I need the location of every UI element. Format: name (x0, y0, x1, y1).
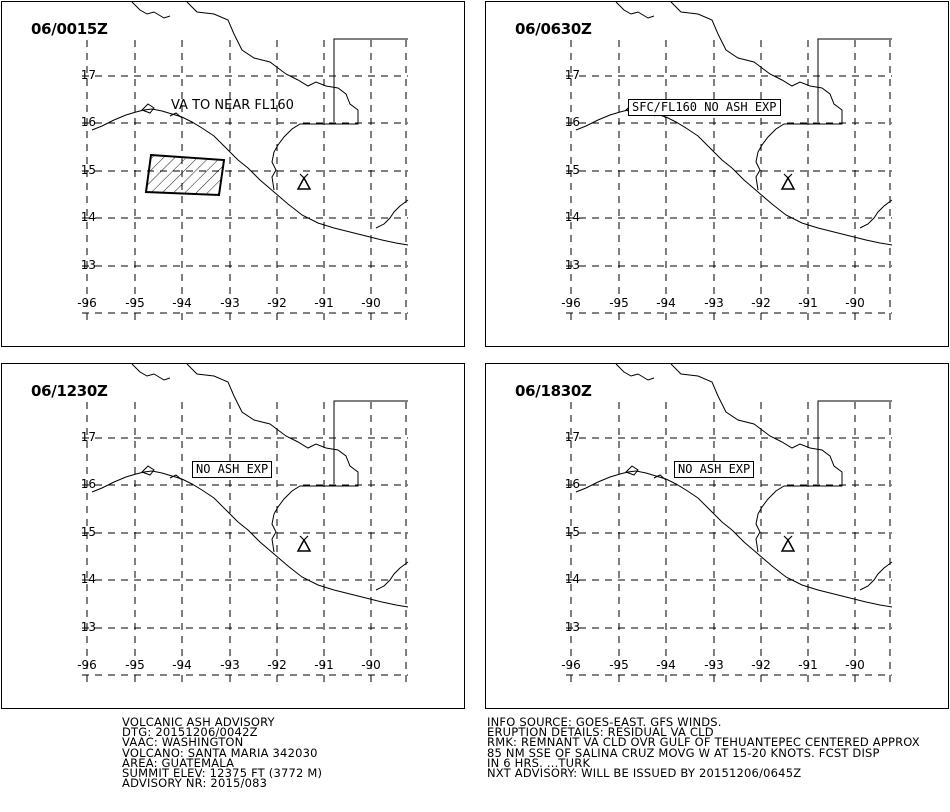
volcano-triangle (298, 540, 310, 551)
longitude-label: -90 (361, 658, 381, 672)
longitude-label: -90 (845, 296, 865, 310)
latitude-label: 16 (80, 115, 96, 129)
ash-label: VA TO NEAR FL160 (171, 98, 294, 113)
longitude-label: -95 (609, 296, 629, 310)
latitude-label: 16 (80, 477, 96, 491)
border-line (187, 364, 358, 514)
volcano-triangle-icon (782, 536, 794, 551)
volcano-triangle (782, 178, 794, 189)
volcano-triangle-icon (782, 174, 794, 189)
advisory-line: ERUPTION DETAILS: RESIDUAL VA CLD (487, 725, 714, 740)
border-line (671, 364, 842, 514)
longitude-label: -90 (845, 658, 865, 672)
longitude-label: -92 (751, 296, 771, 310)
volcano-plume (784, 174, 792, 178)
coastline (92, 471, 408, 607)
longitude-label: -93 (704, 296, 724, 310)
latitude-label: 13 (564, 620, 580, 634)
longitude-label: -92 (267, 658, 287, 672)
latitude-label: 17 (80, 430, 96, 444)
coastline (576, 471, 892, 607)
volcano-triangle (782, 540, 794, 551)
longitude-label: -95 (125, 296, 145, 310)
latitude-label: 13 (80, 620, 96, 634)
latitude-label: 16 (564, 115, 580, 129)
longitude-label: -91 (314, 296, 334, 310)
advisory-line: RMK: REMNANT VA CLD OVR GULF OF TEHUANTEPEC CENTERED APPROX (487, 735, 920, 750)
volcano-triangle-icon (298, 536, 310, 551)
ash-label: SFC/FL160 NO ASH EXP (628, 99, 781, 116)
latitude-label: 15 (80, 163, 96, 177)
advisory-line: AREA: GUATEMALA (122, 755, 235, 770)
longitude-label: -91 (798, 296, 818, 310)
map-panel-3 (1, 363, 465, 709)
latitude-label: 14 (80, 572, 96, 586)
latitude-label: 16 (564, 477, 580, 491)
border-line (616, 364, 654, 380)
border-line (860, 200, 892, 228)
longitude-label: -91 (314, 658, 334, 672)
longitude-label: -91 (798, 658, 818, 672)
coastline (576, 109, 892, 245)
panel-time: 06/1230Z (31, 382, 108, 400)
coastline (92, 109, 408, 245)
border-line (272, 152, 276, 190)
advisory-line: DTG: 20151206/0042Z (122, 725, 258, 740)
latitude-label: 15 (80, 525, 96, 539)
panel-time: 06/0630Z (515, 20, 592, 38)
border-line (376, 562, 408, 590)
volcano-plume (300, 174, 308, 178)
border-line (671, 2, 842, 152)
grid-lines (566, 40, 892, 320)
longitude-label: -94 (656, 296, 676, 310)
advisory-line: ADVISORY NR: 2015/083 (122, 776, 268, 791)
longitude-label: -93 (220, 296, 240, 310)
volcano-triangle-icon (298, 174, 310, 189)
latitude-label: 14 (80, 210, 96, 224)
border-line (132, 364, 170, 380)
border-line (272, 514, 276, 552)
latitude-label: 15 (564, 163, 580, 177)
volcano-plume (784, 536, 792, 540)
border-line (756, 152, 760, 190)
longitude-label: -93 (704, 658, 724, 672)
border-line (132, 2, 170, 18)
panel-time: 06/0015Z (31, 20, 108, 38)
advisory-line: VOLCANO: SANTA MARIA 342030 (122, 745, 318, 760)
latitude-label: 17 (564, 430, 580, 444)
advisory-line: VOLCANIC ASH ADVISORY (122, 715, 275, 729)
coast-detail (626, 466, 638, 475)
advisory-line: VAAC: WASHINGTON (122, 735, 244, 750)
grid-lines (82, 40, 408, 320)
latitude-label: 15 (564, 525, 580, 539)
longitude-label: -90 (361, 296, 381, 310)
ash-label: NO ASH EXP (674, 461, 754, 478)
latitude-label: 14 (564, 572, 580, 586)
latitude-label: 13 (80, 258, 96, 272)
longitude-label: -94 (172, 296, 192, 310)
longitude-label: -96 (77, 658, 97, 672)
latitude-label: 13 (564, 258, 580, 272)
advisory-line: IN 6 HRS. ...TURK (487, 755, 591, 770)
coast-detail (142, 104, 154, 113)
border-line (616, 2, 654, 18)
advisory-left-text (122, 715, 323, 791)
ash-area-polygon (146, 155, 224, 195)
advisory-line: SUMMIT ELEV: 12375 FT (3772 M) (122, 766, 323, 781)
border-line (376, 200, 408, 228)
border-line (756, 514, 760, 552)
longitude-label: -93 (220, 658, 240, 672)
advisory-line: NXT ADVISORY: WILL BE ISSUED BY 20151206/0645Z (487, 766, 802, 781)
latitude-label: 17 (564, 68, 580, 82)
border-line (187, 2, 358, 152)
coast-detail (142, 466, 154, 475)
longitude-label: -96 (561, 296, 581, 310)
longitude-label: -94 (656, 658, 676, 672)
longitude-label: -96 (77, 296, 97, 310)
grid-lines (566, 402, 892, 682)
longitude-label: -96 (561, 658, 581, 672)
volcano-plume (300, 536, 308, 540)
advisory-line: 85 NM SSE OF SALINA CRUZ MOVG W AT 15-20 KNOTS. FCST DISP (487, 745, 880, 760)
map-panel-1 (1, 1, 465, 347)
latitude-label: 14 (564, 210, 580, 224)
longitude-label: -92 (267, 296, 287, 310)
longitude-label: -95 (125, 658, 145, 672)
ash-label: NO ASH EXP (192, 461, 272, 478)
longitude-label: -92 (751, 658, 771, 672)
longitude-label: -94 (172, 658, 192, 672)
grid-lines (82, 402, 408, 682)
longitude-label: -95 (609, 658, 629, 672)
border-line (860, 562, 892, 590)
volcano-triangle (298, 178, 310, 189)
advisory-right-text (487, 715, 920, 781)
panel-time: 06/1830Z (515, 382, 592, 400)
map-panel-4 (485, 363, 949, 709)
latitude-label: 17 (80, 68, 96, 82)
map-panel-2 (485, 1, 949, 347)
advisory-line: INFO SOURCE: GOES-EAST. GFS WINDS. (487, 715, 722, 729)
